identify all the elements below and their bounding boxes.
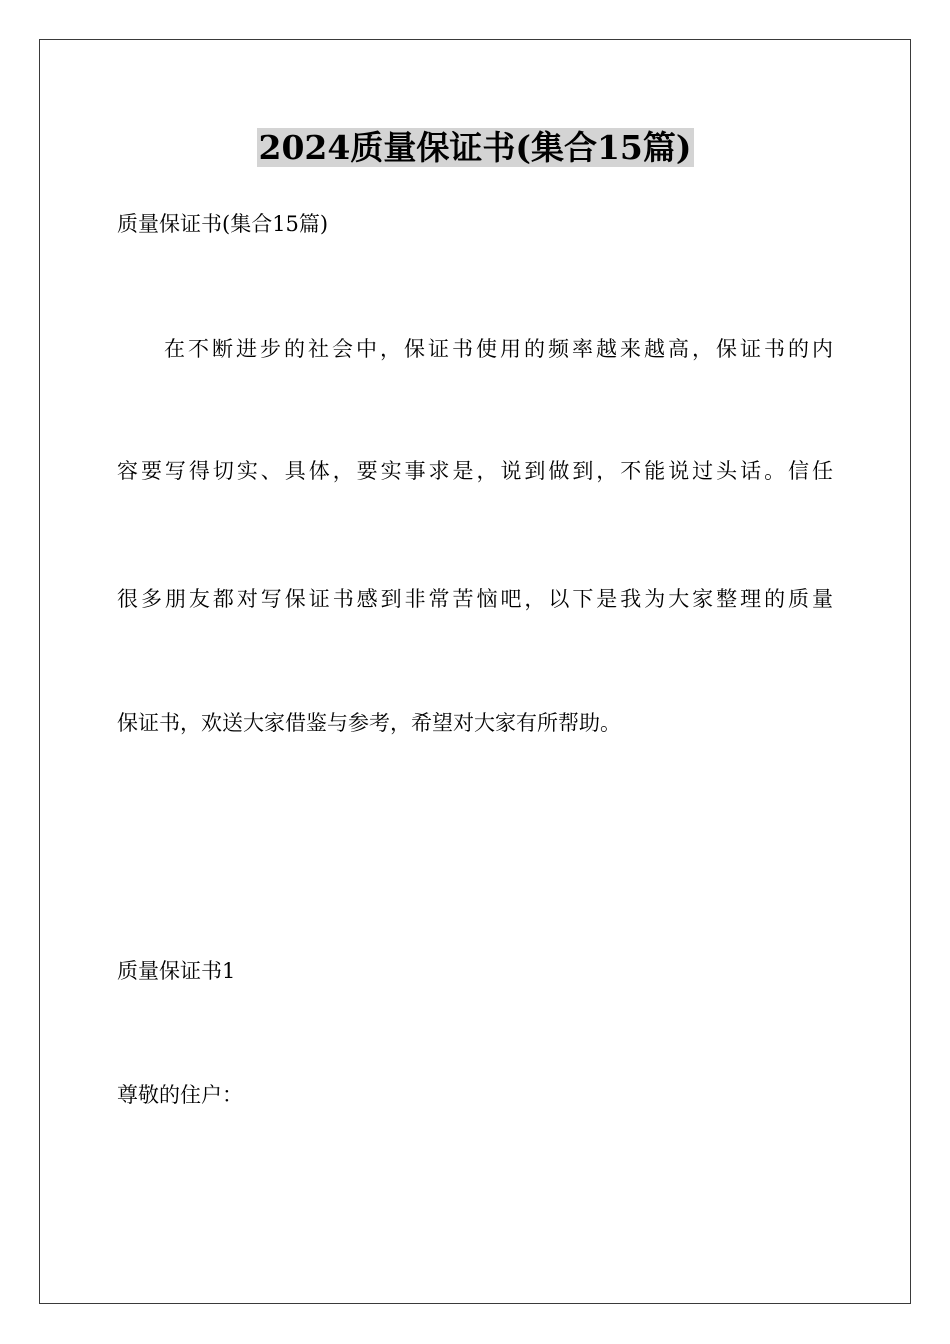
intro-line-1: 在不断进步的社会中，保证书使用的频率越来越高，保证书的内: [164, 337, 833, 361]
document-title-text: 2024质量保证书(集合15篇): [258, 128, 692, 167]
intro-line-2: 容要写得切实、具体，要实事求是，说到做到，不能说过头话。信任: [117, 459, 833, 483]
section-heading: 质量保证书1: [117, 959, 236, 983]
intro-line-4: 保证书，欢送大家借鉴与参考，希望对大家有所帮助。: [117, 711, 621, 735]
document-subtitle: 质量保证书(集合15篇): [117, 212, 329, 236]
intro-line-3: 很多朋友都对写保证书感到非常苦恼吧，以下是我为大家整理的质量: [117, 587, 833, 611]
document-title: [0, 126, 950, 170]
salutation: 尊敬的住户：: [117, 1083, 243, 1107]
